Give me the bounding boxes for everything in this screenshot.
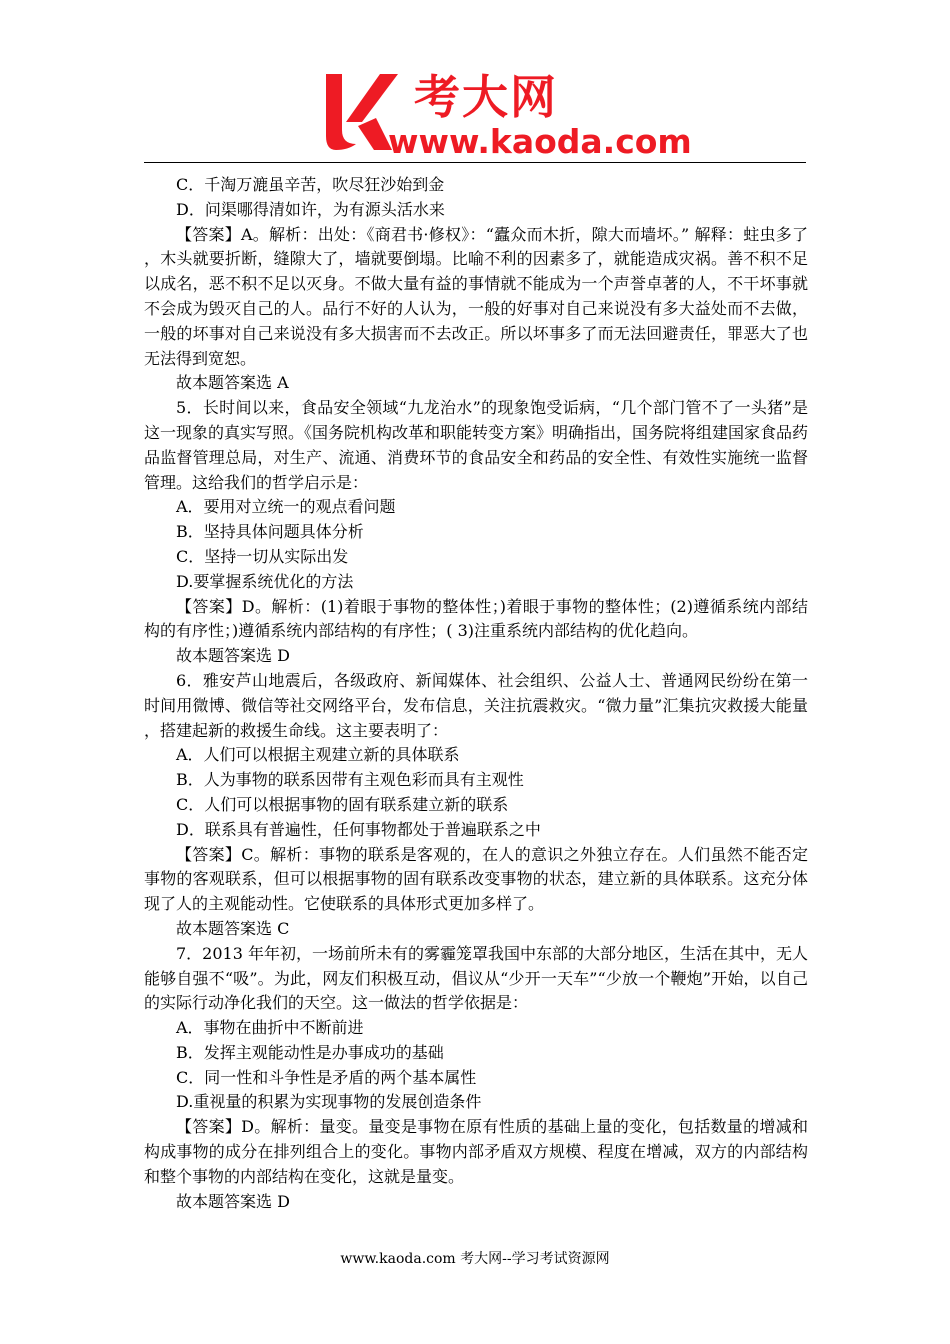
- page-footer: www.kaoda.com 考大网--学习考试资源网: [340, 1251, 610, 1267]
- option-b: B．人为事物的联系因带有主观色彩而具有主观性: [176, 770, 524, 790]
- document-body: [144, 173, 808, 1214]
- answer-conclusion: 故本题答案选 D: [176, 646, 290, 666]
- answer-explanation: 【答案】D。解析：(1)着眼于事物的整体性；)着眼于事物的整体性；(2)遵循系统内部结构的有序性；)遵循系统内部结构的有序性；( 3)注重系统内部结构的优化趋向。: [144, 596, 808, 641]
- option-b: B．发挥主观能动性是办事成功的基础: [176, 1042, 444, 1062]
- option-a: A．事物在曲折中不断前进: [176, 1018, 364, 1038]
- logo-url: www.kaoda.com: [388, 122, 692, 161]
- option-d: D.重视量的积累为实现事物的发展创造条件: [176, 1092, 482, 1112]
- question-6: 6．雅安芦山地震后，各级政府、新闻媒体、社会组织、公益人士、普通网民纷纷在第一时间用微博、微信等社交网络平台，发布信息，关注抗震救灾。“微力量”汇集抗灾救援大能量，搭建起新的救援生命线。这主要表明了：: [144, 670, 808, 740]
- option-d: D．联系具有普遍性，任何事物都处于普遍联系之中: [176, 819, 541, 839]
- option-c: C．人们可以根据事物的固有联系建立新的联系: [176, 794, 509, 814]
- header-divider: [144, 162, 806, 163]
- answer-conclusion: 故本题答案选 D: [176, 1191, 290, 1211]
- answer-explanation: 【答案】A。解析：出处：《商君书·修权》：“蠹众而木折，隙大而墙坏。” 解释：蛀虫多了，木头就要折断，缝隙大了，墙就要倒塌。比喻不利的因素多了，就能造成灾祸。善不积不足以成名，恶不积不足以灭身。不做大量有益的事情就不能成为一个声誉卓著的人，不干坏事就不会成为毁灭自己的人。品行不好的人认为，一般的好事对自己来说没有多大益处而不去做，一般的坏事对自己来说没有多大损害而不去改正。所以坏事多了而无法回避责任，罪恶大了也无法得到宽恕。: [144, 224, 808, 368]
- logo-chinese-name: 考大网: [414, 70, 558, 124]
- answer-conclusion: 故本题答案选 A: [176, 373, 289, 393]
- question-5: 5．长时间以来，食品安全领域“九龙治水”的现象饱受诟病，“几个部门管不了一头猪”是这一现象的真实写照。《国务院机构改革和职能转变方案》明确指出，国务院将组建国家食品药品监督管理总局，对生产、流通、消费环节的食品安全和药品的安全性、有效性实施统一监督管理。这给我们的哲学启示是：: [144, 398, 809, 492]
- option-a: A．人们可以根据主观建立新的具体联系: [176, 745, 460, 765]
- site-logo[interactable]: [318, 70, 692, 161]
- option-a: A．要用对立统一的观点看问题: [176, 497, 396, 517]
- option-c: C．同一性和斗争性是矛盾的两个基本属性: [176, 1067, 477, 1087]
- question-7: 7．2013 年年初，一场前所未有的雾霾笼罩我国中东部的大部分地区，生活在其中，无人能够自强不“吸”。为此，网友们积极互动，倡议从“少开一天车”“少放一个鞭炮”开始，以自己的实际行动净化我们的天空。这一做法的哲学依据是：: [144, 943, 808, 1013]
- answer-explanation: 【答案】C。解析：事物的联系是客观的，在人的意识之外独立存在。人们虽然不能否定事物的客观联系，但可以根据事物的固有联系改变事物的状态，建立新的具体联系。这充分体现了人的主观能动性。它使联系的具体形式更加多样了。: [144, 844, 808, 914]
- option-c: C．坚持一切从实际出发: [176, 546, 349, 566]
- option-d: D．问渠哪得清如许，为有源头活水来: [176, 199, 445, 219]
- option-d: D.要掌握系统优化的方法: [176, 571, 354, 591]
- option-b: B．坚持具体问题具体分析: [176, 522, 364, 542]
- option-c: C．千淘万漉虽辛苦，吹尽狂沙始到金: [176, 175, 445, 194]
- answer-explanation: 【答案】D。解析：量变。量变是事物在原有性质的基础上量的变化，包括数量的增减和构成事物的成分在排列组合上的变化。事物内部矛盾双方规模、程度在增减，双方的内部结构和整个事物的内部结构在变化，这就是量变。: [144, 1117, 808, 1186]
- answer-conclusion: 故本题答案选 C: [176, 918, 290, 938]
